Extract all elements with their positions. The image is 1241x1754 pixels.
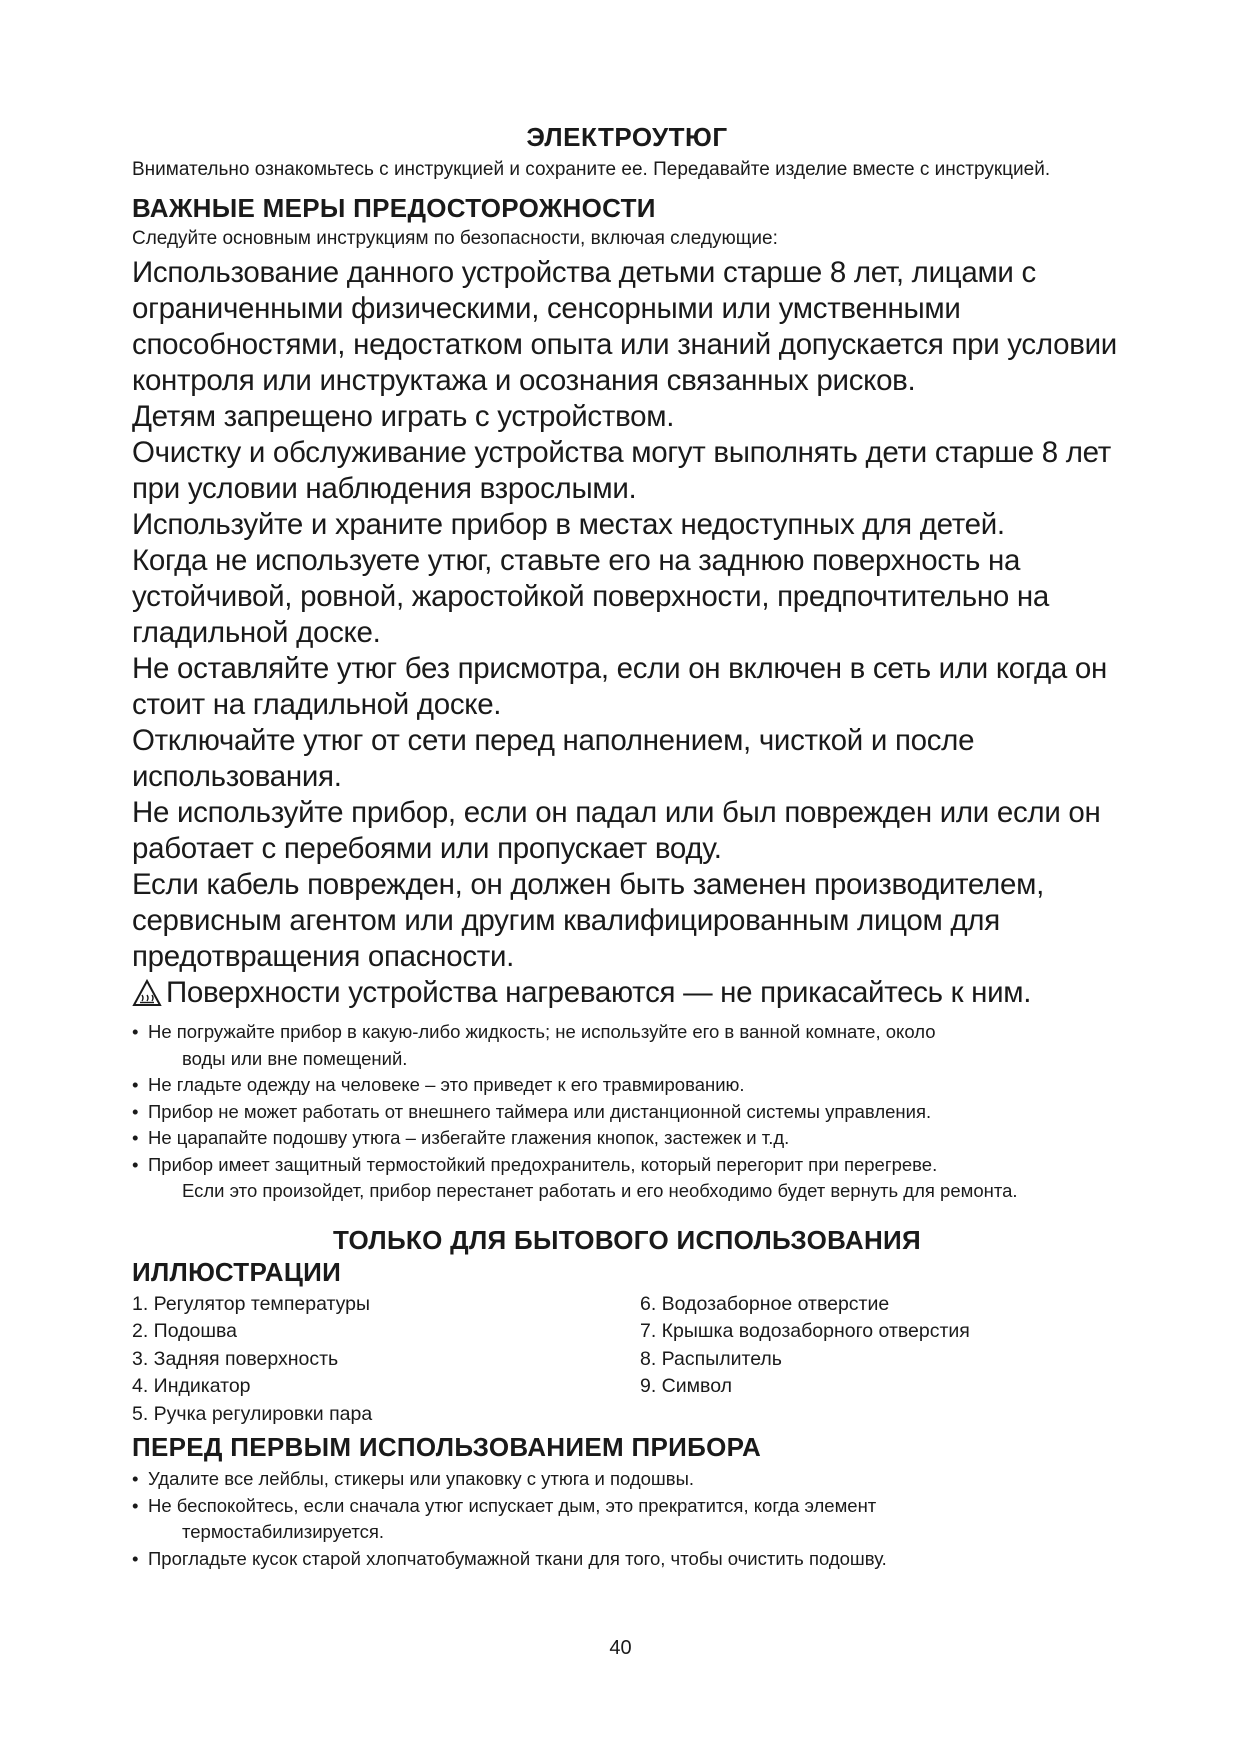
list-item: 4. Индикатор <box>132 1375 251 1397</box>
bullet-icon: • <box>132 1494 139 1516</box>
bullet-icon: • <box>132 1100 139 1122</box>
list-item <box>132 1546 1122 1573</box>
list-item: 6. Водозаборное отверстие <box>640 1292 890 1315</box>
bullet-text: Удалите все лейблы, стикеры или упаковку с утюга и подошвы. <box>148 1468 695 1489</box>
list-item: 3. Задняя поверхность <box>132 1347 339 1370</box>
bullet-icon: • <box>132 1127 139 1148</box>
bullet-text-continued: воды или вне помещений. <box>182 1047 408 1069</box>
household-only-heading: ТОЛЬКО ДЛЯ БЫТОВОГО ИСПОЛЬЗОВАНИЯ <box>332 1224 922 1255</box>
intro-text: Внимательно ознакомьтесь с инструкцией и сохраните ее. Передавайте изделие вместе с инструкцией. <box>132 159 1051 180</box>
illustrations-right-column <box>640 1291 1120 1429</box>
list-item <box>132 1466 1122 1493</box>
safety-paragraph: Не оставляйте утюг без присмотра, если он включен в сеть или когда он стоит на гладильной доске. <box>132 652 1108 721</box>
bullet-icon: • <box>132 1547 139 1569</box>
bullet-icon: • <box>132 1468 139 1489</box>
bullet-text: Не царапайте подошву утюга – избегайте глажения кнопок, застежек и т.д. <box>148 1127 790 1148</box>
list-item: 8. Распылитель <box>640 1347 782 1370</box>
safety-paragraph: Когда не используете утюг, ставьте его на заднюю поверхность на устойчивой, ровной, жаростойкой поверхности, предпочтительно на гладильной доске. <box>132 544 1049 649</box>
list-item <box>132 1152 1122 1205</box>
safety-bullet-list <box>132 1019 1122 1205</box>
bullet-text: Не гладьте одежду на человеке – это приведет к его травмированию. <box>148 1074 745 1095</box>
list-item <box>132 1125 1122 1152</box>
bullet-text: Прогладьте кусок старой хлопчатобумажной ткани для того, чтобы очистить подошву. <box>148 1547 887 1569</box>
manual-page <box>132 122 1122 1572</box>
illustrations-left-column <box>132 1291 640 1429</box>
safety-paragraph: Не используйте прибор, если он падал или был поврежден или если он работает с перебоями или пропускает воду. <box>132 796 1101 865</box>
safety-lead: Следуйте основным инструкциям по безопасности, включая следующие: <box>132 228 778 249</box>
bullet-icon: • <box>132 1153 139 1175</box>
bullet-text-continued: Если это произойдет, прибор перестанет работать и его необходимо будет вернуть для ремонта. <box>182 1180 1018 1201</box>
safety-paragraph: Если кабель поврежден, он должен быть заменен производителем, сервисным агентом или другим квалифицированным лицом для предотвращения опасности. <box>132 868 1044 973</box>
bullet-text: Прибор не может работать от внешнего таймера или дистанционной системы управления. <box>148 1100 932 1122</box>
list-item <box>132 1072 1122 1099</box>
bullet-text: Прибор имеет защитный термостойкий предохранитель, который перегорит при перегреве. <box>148 1153 938 1175</box>
before-first-use-list <box>132 1466 1122 1572</box>
list-item: 5. Ручка регулировки пара <box>132 1402 373 1425</box>
hot-surface-icon <box>132 975 162 1009</box>
before-first-use-heading: ПЕРЕД ПЕРВЫМ ИСПОЛЬЗОВАНИЕМ ПРИБОРА <box>132 1432 762 1462</box>
bullet-text: Не погружайте прибор в какую-либо жидкость; не используйте его в ванной комнате, около <box>148 1021 936 1042</box>
illustrations-list <box>132 1291 1122 1429</box>
list-item: 9. Символ <box>640 1375 732 1397</box>
page-number: 40 <box>609 1637 632 1659</box>
illustrations-heading: ИЛЛЮСТРАЦИИ <box>132 1256 342 1287</box>
list-item: 7. Крышка водозаборного отверстия <box>640 1320 970 1342</box>
page-title: ЭЛЕКТРОУТЮГ <box>526 122 728 152</box>
list-item <box>132 1493 1122 1546</box>
list-item: 2. Подошва <box>132 1320 237 1342</box>
list-item: 1. Регулятор температуры <box>132 1292 371 1315</box>
bullet-text-continued: термостабилизируется. <box>182 1521 385 1542</box>
safety-heading: ВАЖНЫЕ МЕРЫ ПРЕДОСТОРОЖНОСТИ <box>132 193 656 223</box>
bullet-icon: • <box>132 1074 139 1095</box>
hot-surface-warning <box>132 975 1122 1011</box>
safety-paragraph: Использование данного устройства детьми старше 8 лет, лицами с ограниченными физическими, сенсорными или умственными способностями, недостатком опыта или знаний допускается при условии контроля или инструктажа и осознания связанных рисков. <box>132 256 1117 397</box>
list-item <box>132 1019 1122 1072</box>
safety-paragraph: Очистку и обслуживание устройства могут выполнять дети старше 8 лет при условии наблюдения взрослыми. <box>132 436 1111 505</box>
hot-surface-text: Поверхности устройства нагреваются — не прикасайтесь к ним. <box>166 976 1032 1009</box>
list-item <box>132 1099 1122 1126</box>
safety-large-text <box>132 255 1122 1011</box>
safety-paragraph: Отключайте утюг от сети перед наполнением, чисткой и после использования. <box>132 724 975 793</box>
safety-paragraph: Детям запрещено играть с устройством. <box>132 400 675 433</box>
bullet-text: Не беспокойтесь, если сначала утюг испускает дым, это прекратится, когда элемент <box>148 1494 877 1516</box>
safety-paragraph: Используйте и храните прибор в местах недоступных для детей. <box>132 508 1005 541</box>
bullet-icon: • <box>132 1021 139 1042</box>
